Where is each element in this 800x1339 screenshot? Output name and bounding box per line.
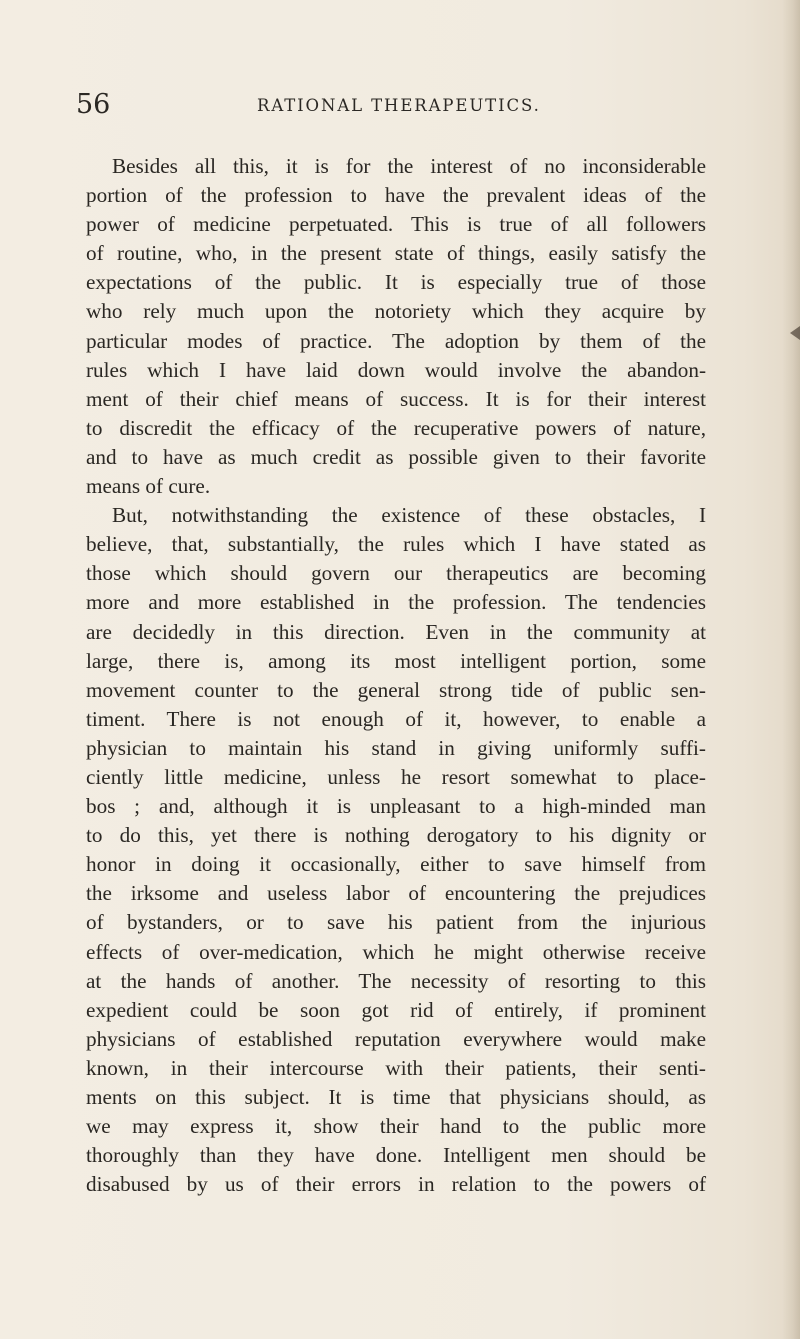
text-line: power of medicine perpetuated. This is true of all followers xyxy=(86,212,706,237)
text-line: But, notwithstanding the existence of these obstacles, I xyxy=(112,503,706,528)
text-line: ment of their chief means of success. It is for their interest xyxy=(86,386,706,411)
text-line: physicians of established reputation everywhere would make xyxy=(86,1026,706,1051)
running-head: RATIONAL THERAPEUTICS. xyxy=(257,96,541,115)
paragraph-2 xyxy=(86,501,706,1199)
text-line: at the hands of another. The necessity of resorting to this xyxy=(86,968,706,993)
text-line: rules which I have laid down would involve the abandon- xyxy=(86,357,706,382)
text-line: effects of over-medication, which he might otherwise receive xyxy=(86,939,706,964)
text-line: those which should govern our therapeutics are becoming xyxy=(86,561,706,586)
text-line: of routine, who, in the present state of things, easily satisfy the xyxy=(86,241,706,266)
text-line: portion of the profession to have the prevalent ideas of the xyxy=(86,183,706,208)
text-line: large, there is, among its most intelligent portion, some xyxy=(86,648,706,673)
text-line: more and more established in the profession. The tendencies xyxy=(86,590,706,615)
text-line: bos ; and, although it is unpleasant to a high-minded man xyxy=(86,794,706,819)
text-line: physician to maintain his stand in giving uniformly suffi- xyxy=(86,735,706,760)
text-line: known, in their intercourse with their patients, their senti- xyxy=(86,1055,706,1080)
page-edge-shadow xyxy=(782,0,800,1339)
text-line: of bystanders, or to save his patient from the injurious xyxy=(86,910,706,935)
text-line: honor in doing it occasionally, either to save himself from xyxy=(86,852,706,877)
text-line: timent. There is not enough of it, however, to enable a xyxy=(86,706,706,731)
text-line: we may express it, show their hand to the public more xyxy=(86,1114,706,1139)
page-number: 56 xyxy=(76,89,111,120)
text-line: believe, that, substantially, the rules which I have stated as xyxy=(86,532,706,557)
text-line: and to have as much credit as possible given to their favorite xyxy=(86,444,706,469)
text-line: means of cure. xyxy=(86,474,211,499)
text-line: thoroughly than they have done. Intelligent men should be xyxy=(86,1143,706,1168)
text-line: ciently little medicine, unless he resort somewhat to place- xyxy=(86,764,706,789)
text-line: to do this, yet there is nothing derogatory to his dignity or xyxy=(86,823,706,848)
text-line: who rely much upon the notoriety which they acquire by xyxy=(86,299,706,324)
text-line: particular modes of practice. The adoption by them of the xyxy=(86,328,706,353)
text-line: expedient could be soon got rid of entirely, if prominent xyxy=(86,997,706,1022)
text-line: the irksome and useless labor of encountering the prejudices xyxy=(86,881,706,906)
body-text xyxy=(86,152,706,1199)
paragraph-1 xyxy=(86,152,706,501)
page-header xyxy=(76,88,736,122)
text-line: are decidedly in this direction. Even in the community at xyxy=(86,619,706,644)
text-line: to discredit the efficacy of the recuperative powers of nature, xyxy=(86,415,706,440)
text-line: disabused by us of their errors in relation to the powers of xyxy=(86,1172,706,1197)
text-line: movement counter to the general strong tide of public sen- xyxy=(86,677,706,702)
text-line: expectations of the public. It is especially true of those xyxy=(86,270,706,295)
text-line: Besides all this, it is for the interest of no inconsiderable xyxy=(112,154,706,178)
text-line: ments on this subject. It is time that physicians should, as xyxy=(86,1085,706,1109)
